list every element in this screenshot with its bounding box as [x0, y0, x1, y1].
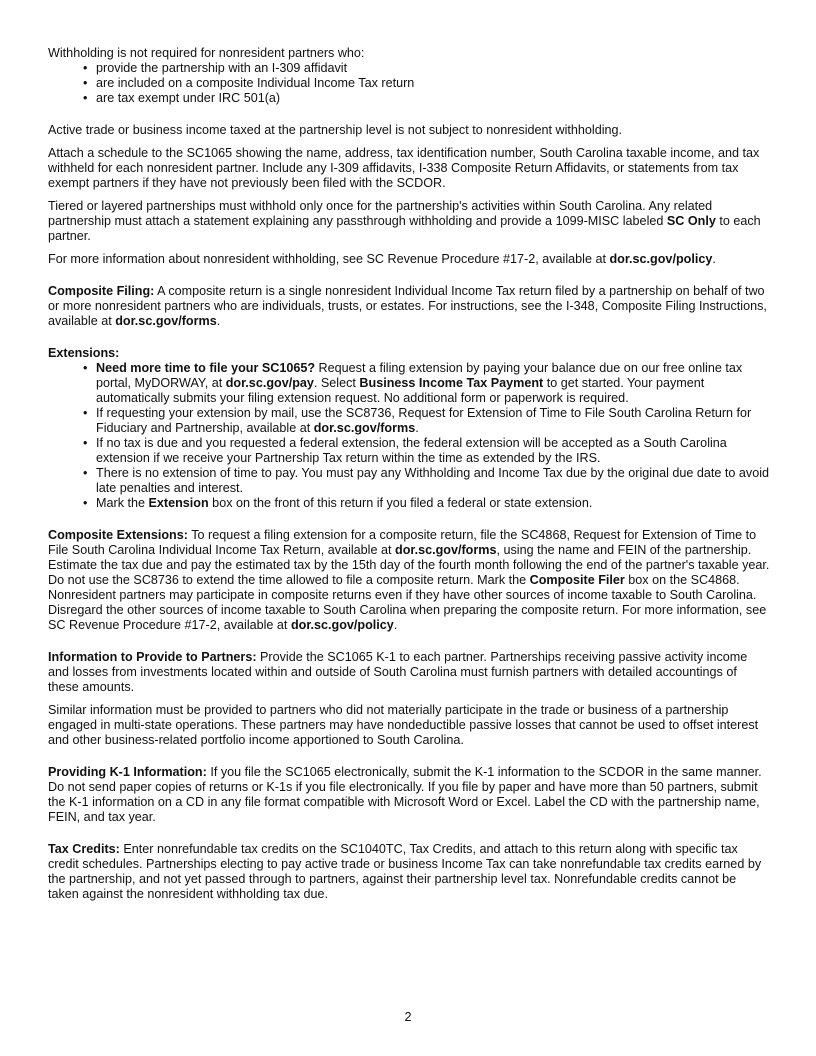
section-heading: Extensions:	[48, 346, 120, 360]
section-heading: Tax Credits:	[48, 842, 120, 856]
section-heading: Providing K-1 Information:	[48, 765, 207, 779]
paragraph-text: to each partner.	[48, 214, 761, 243]
page-number: 2	[404, 1010, 412, 1024]
payment-option-label: Business Income Tax Payment	[359, 376, 544, 390]
paragraph-text: For more information about nonresident withholding, see SC Revenue Procedure #17-2, available at	[48, 252, 610, 266]
paragraph-text: Tiered or layered partnerships must withhold only once for the partnership's activities within South Carolina. Any related partnership must attach a statement explaining any passthrough withholding and provide a 1099-MISC labeled	[48, 199, 713, 228]
tax-credits-paragraph	[48, 842, 770, 902]
section-heading: Composite Extensions:	[48, 528, 188, 542]
policy-link[interactable]: dor.sc.gov/policy	[290, 618, 394, 632]
list-item	[96, 496, 770, 511]
paragraph-text: Provide the SC1065 K-1 to each partner. Partnerships receiving passive activity income and losses from investments located within and outside of South Carolina must furnish partners with detailed accountings of these amounts.	[48, 650, 748, 694]
item-text: Mark the	[96, 496, 149, 510]
extensions-list	[48, 361, 770, 511]
attach-schedule-paragraph: Attach a schedule to the SC1065 showing the name, address, tax identification number, South Carolina taxable income, and tax withheld for each nonresident partner. Include any I-309 affidavits, I-338 Composite Return Affidavits, or statements from tax exempt partners if they have not previously been filed with the SCDOR.	[48, 146, 760, 190]
paragraph-text: .	[216, 314, 221, 328]
list-item: • provide the partnership with an I-309 affidavit	[96, 61, 770, 76]
item-text: . Select	[313, 376, 360, 390]
item-text: .	[415, 421, 419, 435]
extension-box-label: Extension	[148, 496, 209, 510]
forms-link[interactable]: dor.sc.gov/forms	[313, 421, 416, 435]
item-text: Request a filing extension by paying your balance due on our free online tax portal, MyDORWAY, at	[96, 361, 743, 390]
composite-filer-label: Composite Filer	[529, 573, 625, 587]
partner-information-paragraph	[48, 650, 770, 695]
paragraph-text: If you file the SC1065 electronically, submit the K-1 information to the SCDOR in the same manner. Do not send paper copies of returns or K-1s if you file electronically. If you file by paper and have more than 50 partners, submit the K-1 information on a CD in any file format compatible with Microsoft Word or Excel. Label the CD with the partnership name, FEIN, and tax year.	[48, 765, 762, 824]
composite-filing-paragraph	[48, 284, 770, 329]
item-text: to get started. Your payment automatically submits your filing extension request. No additional form or paperwork is required.	[96, 376, 705, 405]
list-item: • are tax exempt under IRC 501(a)	[96, 91, 770, 106]
list-item	[96, 406, 770, 436]
policy-link[interactable]: dor.sc.gov/policy	[609, 252, 713, 266]
item-text: box on the front of this return if you filed a federal or state extension.	[208, 496, 593, 510]
item-text: If requesting your extension by mail, use the SC8736, Request for Extension of Time to File South Carolina Return for Fiduciary and Partnership, available at	[96, 406, 752, 435]
paragraph-text: Enter nonrefundable tax credits on the SC1040TC, Tax Credits, and attach to this return along with specific tax credit schedules. Partnerships electing to pay active trade or business Income Tax can take nonrefundable tax credits earned by the partnership, and not yet passed through to partners, against their partnership level tax. Nonrefundable credits cannot be taken against the nonresident withholding tax due.	[48, 842, 762, 901]
forms-link[interactable]: dor.sc.gov/forms	[395, 543, 497, 557]
paragraph-text: A composite return is a single nonresident Individual Income Tax return filed by a partnership on behalf of two or more nonresident partners who are individuals, trusts, or estates. For instructions, see the I-348, Composite Filing Instructions, available at	[48, 284, 767, 328]
pay-link[interactable]: dor.sc.gov/pay	[225, 376, 314, 390]
composite-extensions-paragraph	[48, 528, 770, 633]
list-item: • There is no extension of time to pay. You must pay any Withholding and Income Tax due by the original due date to avoid late penalties and interest.	[96, 466, 770, 496]
active-trade-paragraph: Active trade or business income taxed at the partnership level is not subject to nonresident withholding.	[48, 123, 623, 137]
list-item: • are included on a composite Individual Income Tax return	[96, 76, 770, 91]
withholding-intro: Withholding is not required for nonresident partners who:	[48, 46, 365, 60]
paragraph-text: box on the SC4868. Nonresident partners may participate in composite returns even if they have other sources of income taxable to South Carolina. Disregard the other sources of income taxable to South Carolina when preparing the composite return. For more information, see SC Revenue Procedure #17-2, available at	[48, 573, 767, 632]
extensions-heading	[48, 346, 770, 361]
list-item: • If no tax is due and you requested a federal extension, the federal extension will be accepted as a South Carolina extension if we receive your Partnership Tax return within the time as extended by the IRS.	[96, 436, 770, 466]
item-heading: Need more time to file your SC1065?	[96, 361, 316, 375]
paragraph-text: , using the name and FEIN of the partnership. Estimate the tax due and pay the estimated tax by the 15th day of the fourth month following the end of the partner's taxable year. Do not use the SC8736 to extend the time allowed to file a composite return. Mark the	[48, 543, 770, 587]
tiered-partnership-paragraph	[48, 199, 770, 244]
document-page	[48, 46, 770, 910]
passive-losses-paragraph: Similar information must be provided to partners who did not materially participate in the trade or business of a partnership engaged in multi-state operations. These partners may have nondeductible passive losses that cannot be used to offset interest and other business-related portfolio income apportioned to South Carolina.	[48, 703, 759, 747]
paragraph-text: .	[712, 252, 716, 266]
section-heading: Composite Filing:	[48, 284, 155, 298]
list-item	[96, 361, 770, 406]
sc-only-label: SC Only	[666, 214, 716, 228]
paragraph-text: To request a filing extension for a composite return, file the SC4868, Request for Extension of Time to File South Carolina Individual Income Tax Return, available at	[48, 528, 757, 557]
withholding-more-info-paragraph	[48, 252, 770, 267]
k1-information-paragraph	[48, 765, 770, 825]
withholding-exemption-list	[48, 61, 770, 106]
forms-link[interactable]: dor.sc.gov/forms	[115, 314, 217, 328]
paragraph-text: .	[393, 618, 398, 632]
section-heading: Information to Provide to Partners:	[48, 650, 257, 664]
